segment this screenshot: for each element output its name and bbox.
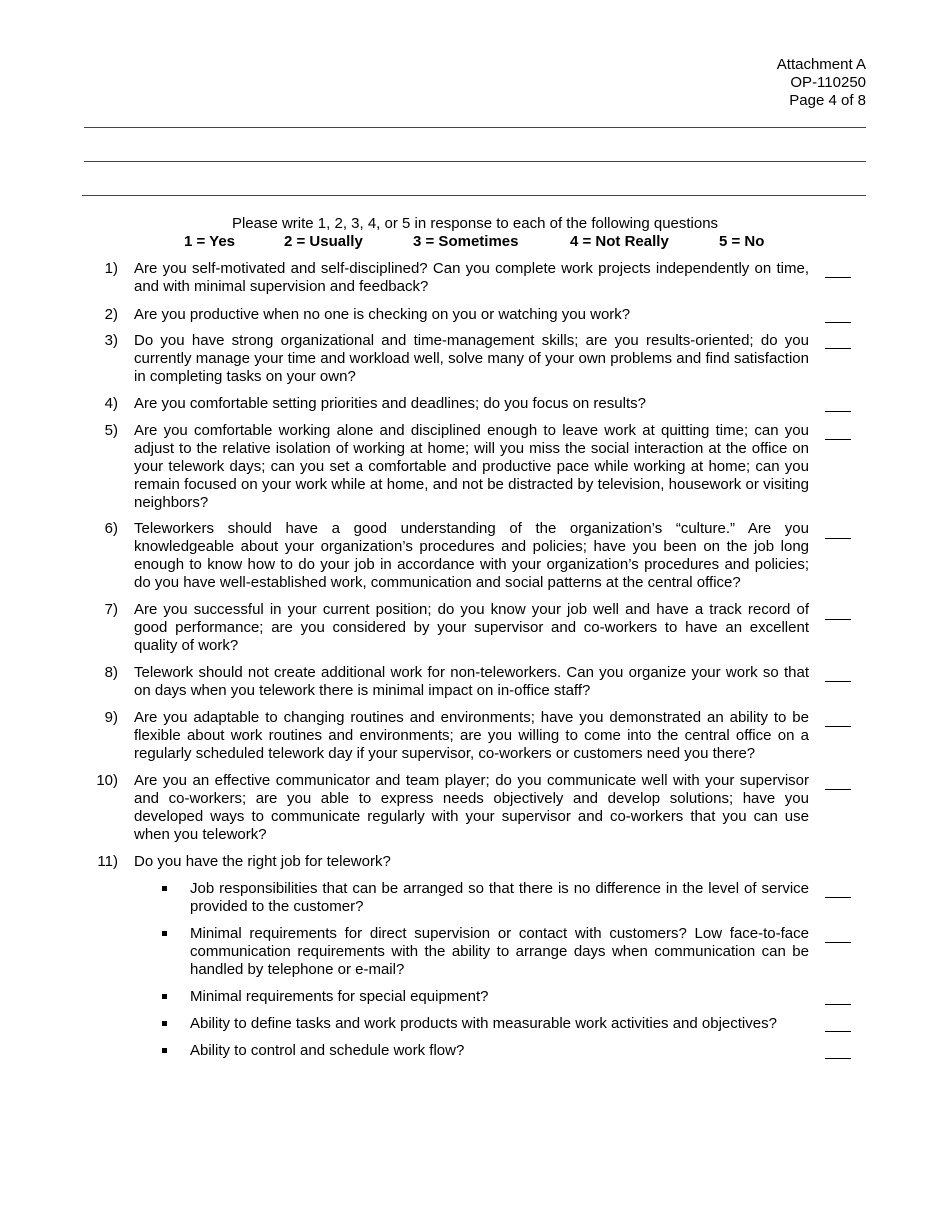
answer-blank[interactable] <box>825 619 851 620</box>
question-number: 1) <box>104 260 118 277</box>
sub-item-text: Minimal requirements for direct supervision or contact with customers? Low face-to-face communication requirements with the ability to arrange days when communication can be handled by telephone or e-mail? <box>190 925 809 978</box>
answer-blank[interactable] <box>825 789 851 790</box>
bullet-icon <box>162 1048 167 1053</box>
scale-yes: 1 = Yes <box>184 233 236 250</box>
scale-usually: 2 = Usually <box>284 233 363 250</box>
sub-item-text: Minimal requirements for special equipment? <box>190 988 489 1005</box>
answer-blank[interactable] <box>825 277 851 278</box>
bullet-icon <box>162 1021 167 1026</box>
document-header <box>777 56 866 110</box>
question-text: Do you have strong organizational and time-management skills; are you results-oriented; do you currently manage your time and workload well, solve many of your own problems and find satisfaction in completing tasks on your own? <box>134 332 809 385</box>
question-number: 5) <box>104 422 118 439</box>
answer-blank[interactable] <box>825 1004 851 1005</box>
answer-blank[interactable] <box>825 726 851 727</box>
sub-item-text: Ability to define tasks and work products with measurable work activities and objectives? <box>190 1015 777 1032</box>
question-number: 7) <box>104 601 118 618</box>
question-text: Are you adaptable to changing routines and environments; have you demonstrated an ability to be flexible about work routines and environments; are you willing to come into the central office on a regularly scheduled telework day if your supervisor, co-workers or customers need you there? <box>134 709 809 762</box>
answer-blank[interactable] <box>825 1031 851 1032</box>
question-text: Telework should not create additional work for non-teleworkers. Can you organize your work so that on days when you telework there is minimal impact on in-office staff? <box>134 664 809 699</box>
answer-blank[interactable] <box>825 681 851 682</box>
question-text: Are you self-motivated and self-disciplined? Can you complete work projects independently on time, and with minimal supervision and feedback? <box>134 260 809 295</box>
blank-line-1[interactable] <box>84 127 866 128</box>
bullet-icon <box>162 886 167 891</box>
question-number: 8) <box>104 664 118 681</box>
blank-line-3[interactable] <box>82 195 866 196</box>
sub-item-text: Ability to control and schedule work flow? <box>190 1042 465 1059</box>
answer-blank[interactable] <box>825 411 851 412</box>
answer-blank[interactable] <box>825 348 851 349</box>
answer-blank[interactable] <box>825 439 851 440</box>
scale-sometimes: 3 = Sometimes <box>413 233 519 250</box>
answer-blank[interactable] <box>825 1058 851 1059</box>
page-number: Page 4 of 8 <box>789 92 866 109</box>
question-text: Are you comfortable working alone and disciplined enough to leave work at quitting time; can you adjust to the relative isolation of working at home; will you miss the social interaction at the office on your telework days; can you set a comfortable and productive pace while working at home; can you remain focused on your work while at home, and not be distracted by television, housework or visiting neighbors? <box>134 422 809 511</box>
question-number: 10) <box>96 772 118 789</box>
blank-line-2[interactable] <box>84 161 866 162</box>
policy-number: OP-110250 <box>790 74 866 91</box>
question-text: Do you have the right job for telework? <box>134 853 391 870</box>
answer-blank[interactable] <box>825 897 851 898</box>
sub-item-text: Job responsibilities that can be arranged so that there is no difference in the level of service provided to the customer? <box>190 880 809 915</box>
question-number: 11) <box>97 853 118 870</box>
question-text: Are you productive when no one is checking on you or watching you work? <box>134 306 631 323</box>
question-text: Are you successful in your current position; do you know your job well and have a track record of good performance; are you considered by your supervisor and co-workers to have an excellent quality of work? <box>134 601 809 654</box>
question-number: 6) <box>104 520 118 537</box>
bullet-icon <box>162 994 167 999</box>
question-number: 3) <box>104 332 118 349</box>
answer-blank[interactable] <box>825 538 851 539</box>
question-text: Teleworkers should have a good understanding of the organization’s “culture.” Are you knowledgeable about your organization’s procedures and policies; have you been on the job long enough to know how to do your job in accordance with your organization’s procedures and policies; do you have well-established work, communication and social patterns at the central office? <box>134 520 809 591</box>
question-text: Are you an effective communicator and team player; do you communicate well with your supervisor and co-workers; are you able to express needs objectively and develop solutions; have you developed ways to communicate regularly with your supervisor and co-workers that you can use when you telework? <box>134 772 809 843</box>
question-text: Are you comfortable setting priorities and deadlines; do you focus on results? <box>134 395 646 412</box>
attachment-label: Attachment A <box>776 56 866 73</box>
answer-blank[interactable] <box>825 942 851 943</box>
instructions: Please write 1, 2, 3, 4, or 5 in response to each of the following questions <box>231 215 719 232</box>
bullet-icon <box>162 931 167 936</box>
question-number: 9) <box>104 709 118 726</box>
scale-not-really: 4 = Not Really <box>570 233 669 250</box>
question-number: 4) <box>104 395 118 412</box>
scale-no: 5 = No <box>719 233 765 250</box>
question-number: 2) <box>104 306 118 323</box>
answer-blank[interactable] <box>825 322 851 323</box>
